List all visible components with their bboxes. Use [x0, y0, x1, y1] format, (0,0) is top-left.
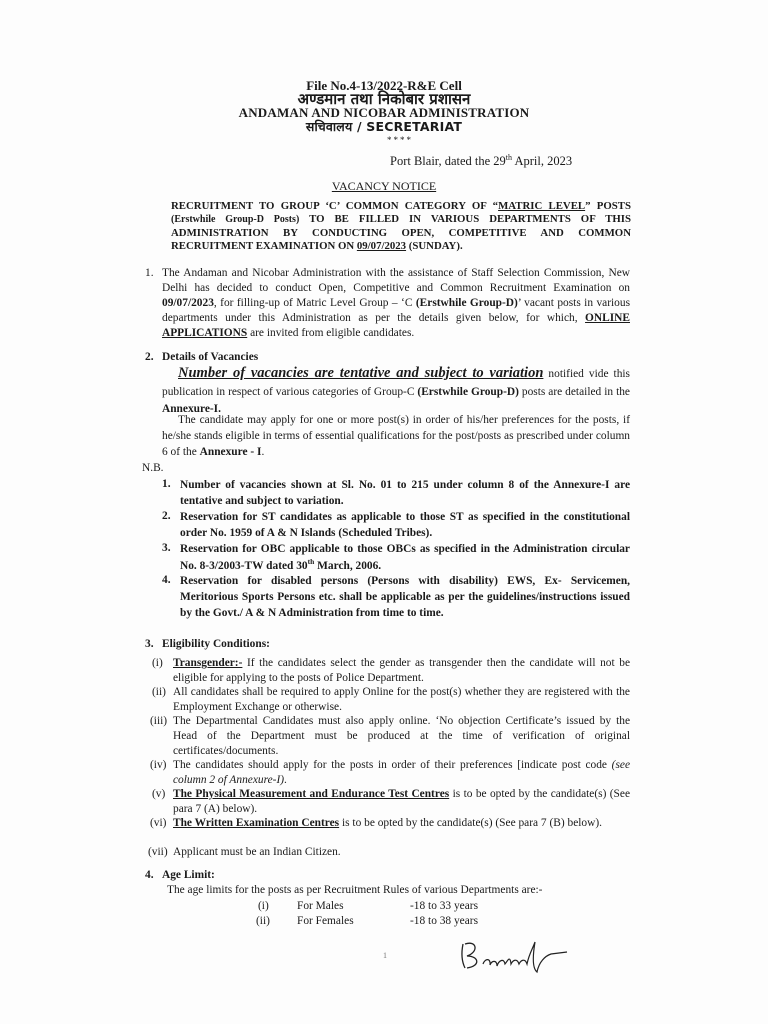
eligibility-item-number: (iv) [150, 759, 167, 771]
eligibility-item: The candidates should apply for the posts in order of their preferences [indicate post code (see column 2 of Annexure-I). [173, 759, 630, 787]
eligibility-item-number: (vii) [148, 846, 168, 858]
age-limit-intro: The age limits for the posts as per Recruitment Rules of various Departments are:- [167, 884, 543, 896]
header-stars: **** [387, 135, 413, 145]
admin-name-hindi: अण्डमान तथा निकोबार प्रशासन [297, 90, 471, 108]
eligibility-item: Transgender:- If the candidates select the gender as transgender then the candidate will not be eligible for applying to the posts of Police Department. [173, 657, 630, 685]
para-2-text: Number of vacancies are tentative and subject to variation notified vide this publication in respect of various categories of Group-C (Erstwhile Group-D) posts are detailed in the Annexure-I. [162, 365, 630, 415]
nb-item-number: 4. [162, 574, 171, 586]
age-row-number: (ii) [256, 915, 270, 927]
eligibility-item-number: (ii) [152, 686, 166, 698]
para-3-heading: Eligibility Conditions: [162, 638, 270, 650]
eligibility-item-number: (iii) [150, 715, 168, 727]
para-4-heading: Age Limit: [162, 869, 215, 881]
eligibility-item-number: (v) [152, 788, 166, 800]
para-3-number: 3. [145, 638, 154, 650]
para-2-preference-text: The candidate may apply for one or more post(s) in order of his/her preferences for the posts, if he/she stands eligible in terms of essential qualifications for the post/posts as prescribed under column 6 of the Annexure - I. [162, 414, 630, 458]
secretariat-title: सचिवालय / SECRETARIAT [305, 119, 463, 134]
admin-name-english: ANDAMAN AND NICOBAR ADMINISTRATION [238, 105, 530, 120]
eligibility-item-number: (i) [152, 657, 163, 669]
page-number: 1 [383, 951, 387, 960]
notice-title: VACANCY NOTICE [331, 179, 437, 193]
nb-item-number: 2. [162, 510, 171, 522]
eligibility-item: The Written Examination Centres is to be opted by the candidate(s) (See para 7 (B) below). [173, 817, 602, 829]
eligibility-item: The Physical Measurement and Endurance Test Centres is to be opted by the candidate(s) (See para 7 (A) below). [173, 788, 631, 816]
age-row-value: -18 to 33 years [410, 900, 479, 912]
nb-item-number: 1. [162, 478, 171, 490]
age-row-label: For Males [297, 900, 344, 912]
subject-block: RECRUITMENT TO GROUP ‘C’ COMMON CATEGORY OF “MATRIC LEVEL” POSTS (Erstwhile Group-D Posts) TO BE FILLED IN VARIOUS DEPARTMENTS OF THIS ADMINISTRATION BY CONDUCTING OPEN, COMPETITIVE AND COMMON RECRUITMENT EXAMINATION ON 09/07/2023 (SUNDAY). [171, 200, 631, 253]
para-1-number: 1. [145, 267, 154, 279]
eligibility-item: All candidates shall be required to apply Online for the post(s) whether they are registered with the Employment Exchange or otherwise. [173, 686, 630, 714]
para-2-number: 2. [145, 351, 154, 363]
para-1-text: The Andaman and Nicobar Administration with the assistance of Staff Selection Commission, New Delhi has decided to conduct Open, Competitive and Common Recruitment Examination on 09/07/2023, for filling-up of Matric Level Group – ‘C (Erstwhile Group-D)’ vacant posts in various departments under this Administration as per the details given below, for which, ONLINE APPLICATIONS are invited from eligible candidates. [162, 267, 630, 340]
file-number: File No.4-13/2022-R&E Cell [306, 78, 462, 93]
para-2-heading: Details of Vacancies [162, 351, 259, 363]
nb-item-number: 3. [162, 542, 171, 554]
age-row-number: (i) [258, 900, 269, 912]
para-4-number: 4. [145, 869, 154, 881]
eligibility-item: Applicant must be an Indian Citizen. [173, 846, 341, 858]
nb-item: Reservation for ST candidates as applicable to those ST as specified in the constitutional order No. 1959 of A & N Islands (Scheduled Tribes). [180, 511, 630, 540]
nb-item: Number of vacancies shown at Sl. No. 01 to 215 under column 8 of the Annexure-I are tentative and subject to variation. [180, 479, 630, 508]
nb-item: Reservation for OBC applicable to those OBCs as specified in the Administration circular No. 8-3/2003-TW dated 30th March, 2006. [180, 543, 630, 572]
signature [455, 934, 575, 974]
nb-label: N.B. [142, 462, 164, 474]
age-row-label: For Females [297, 915, 354, 927]
date-line: Port Blair, dated the 29th April, 2023 [390, 153, 573, 169]
age-row-value: -18 to 38 years [410, 915, 479, 927]
nb-item: Reservation for disabled persons (Persons with disability) EWS, Ex- Servicemen, Meritorious Sports Persons etc. shall be applicable as per the guidelines/instructions issued by the Govt./ A & N Administration from time to time. [180, 575, 630, 620]
eligibility-item-number: (vi) [150, 817, 167, 829]
eligibility-item: The Departmental Candidates must also apply online. ‘No objection Certificate’s issued by the Head of the Department must be produced at the time of verification of original certificates/documents. [173, 715, 630, 758]
